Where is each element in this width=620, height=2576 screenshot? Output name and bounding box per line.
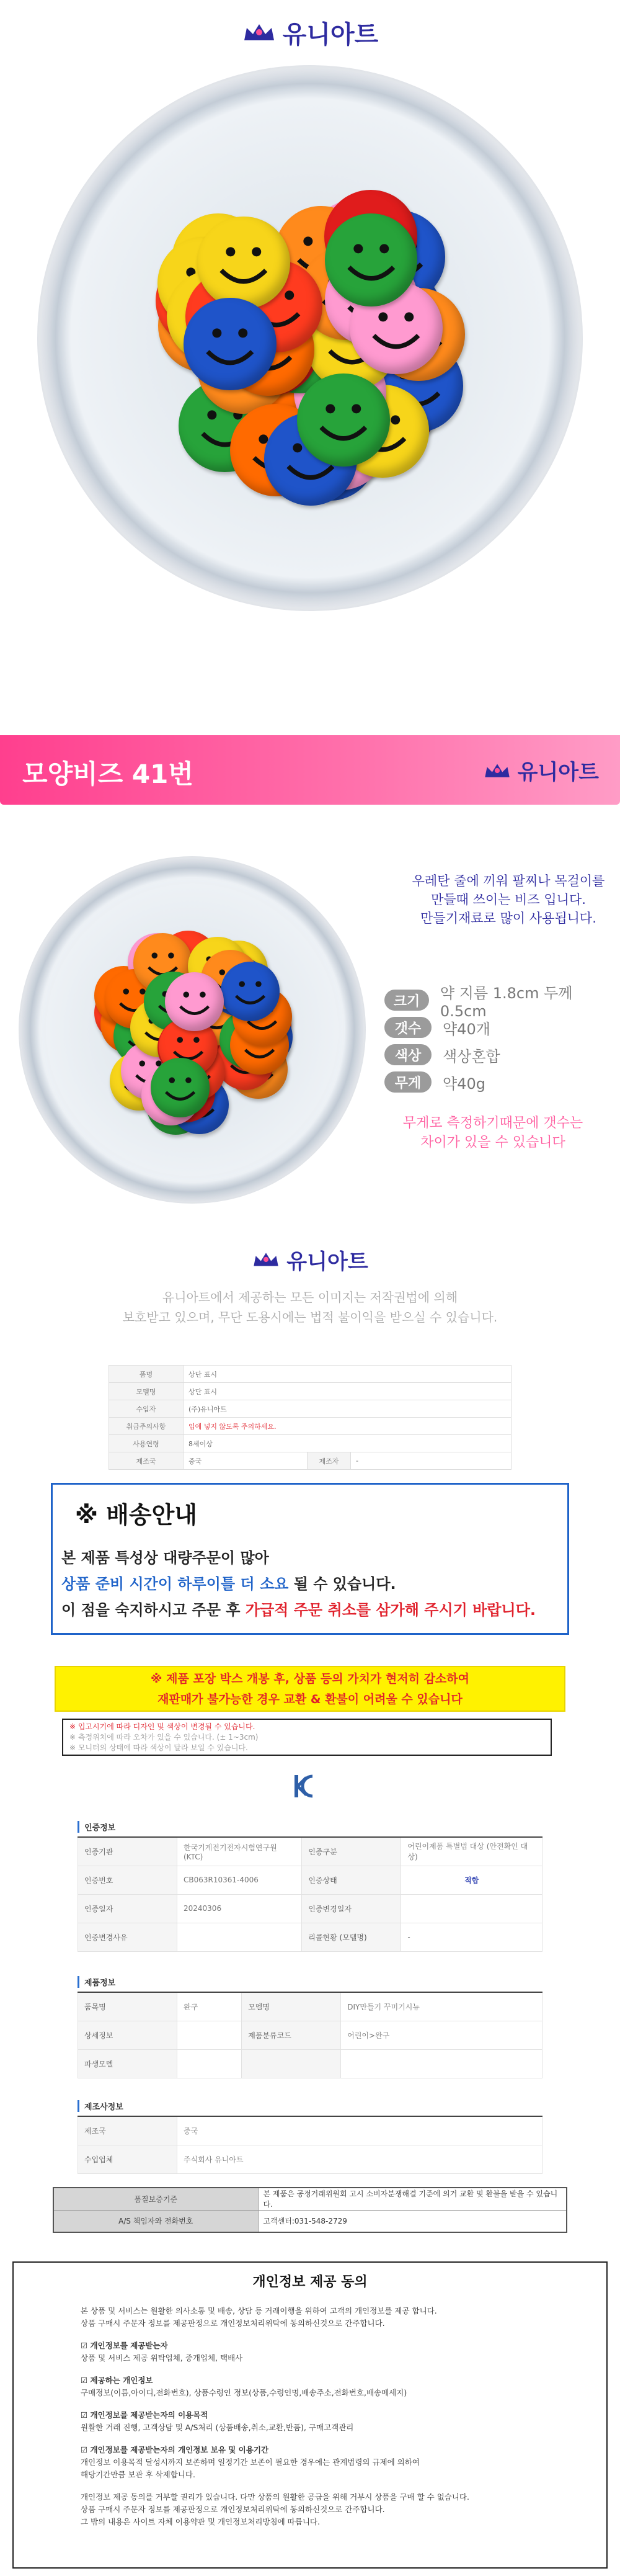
quality-value: 본 제품은 공정거래위원회 고시 소비자분쟁해결 기준에 의거 교환 및 환불을 받을 수 있습니다. (258, 2188, 567, 2210)
title-bar (0, 735, 620, 805)
shipping-line: 본 제품 특성상 대량주문이 많아 (61, 1549, 269, 1567)
cert-key: 인증구분 (302, 1837, 401, 1866)
cert-value: 완구 (177, 1992, 242, 2021)
hero-bead-bowl-image (37, 65, 583, 611)
privacy-consent-box (12, 2261, 608, 2569)
maker-section-title: 제조사정보 (78, 2100, 123, 2112)
description-line: 우레탄 줄에 끼워 팔찌나 목걸이를 (412, 874, 605, 888)
privacy-section-body: 원활한 거래 진행, 고객상담 및 A/S처리 (상품배송,취소,교환,반품), 구매고객관리 (81, 2423, 354, 2432)
table-row (78, 1837, 542, 1866)
copyright-line: 보호받고 있으며, 무단 도용시에는 법적 불이익을 받으실 수 있습니다. (122, 1310, 498, 1325)
info-key: 제조자 (308, 1452, 351, 1470)
cert-value: 주식회사 유니아트 (177, 2145, 542, 2173)
measure-note-line: 차이가 있을 수 있습니다 (420, 1135, 565, 1150)
shipping-text: 이 점을 숙지하시고 주문 후 (61, 1601, 246, 1619)
detail-bead-bowl-image (19, 856, 366, 1204)
shipping-text: 될 수 있습니다. (288, 1575, 396, 1593)
smiley-bead (165, 972, 224, 1031)
small-note: ※ 측정위치에 따라 오차가 있을 수 있습니다. (± 1~3cm) (69, 1733, 259, 1742)
cert-value (177, 2049, 242, 2078)
cert-value: - (401, 1923, 542, 1951)
cert-value (341, 2049, 542, 2078)
small-notes (62, 1719, 552, 1756)
info-value: 8세이상 (184, 1435, 512, 1452)
quality-value: 고객센터:031-548-2729 (258, 2210, 567, 2232)
product-description (403, 872, 614, 928)
quality-key: 품질보증기준 (53, 2188, 258, 2210)
cert-key: 인증변경일자 (302, 1894, 401, 1923)
yellow-notice-line: ※ 제품 포장 박스 개봉 후, 상품 등의 가치가 현저히 감소하여 (151, 1672, 469, 1686)
table-row (109, 1400, 512, 1418)
smiley-bead (197, 217, 290, 310)
info-value: - (351, 1452, 512, 1470)
spec-value: 색상혼합 (443, 1047, 500, 1065)
cert-key: 인증기관 (78, 1837, 177, 1866)
spec-row-weight (384, 1068, 614, 1096)
privacy-title: 개인정보 제공 동의 (252, 2274, 368, 2290)
quality-table (53, 2187, 567, 2233)
cert-value: 20240306 (177, 1894, 302, 1923)
yellow-notice (55, 1666, 565, 1712)
product-info-table (108, 1365, 512, 1470)
spec-value: 약40g (443, 1075, 485, 1093)
smiley-bead (221, 962, 280, 1021)
description-line: 만들때 쓰이는 비즈 입니다. (431, 892, 586, 907)
title-bar-brand: 유니아트 (517, 760, 599, 785)
table-row (78, 1866, 542, 1894)
privacy-outro: 상품 구매시 주문자 정보를 제공판정으로 개인정보처리위탁에 동의하신것으로 간주합니다. (81, 2505, 385, 2514)
cert-key: 인증일자 (78, 1894, 177, 1923)
cert-key: 파생모델 (78, 2049, 177, 2078)
cert-value: CB063R10361-4006 (177, 1866, 302, 1894)
table-row (78, 2145, 542, 2173)
privacy-section-body: 개인정보 이용목적 달성시까지 보존하며 일정기간 보존이 필요한 경우에는 관계법령의 규제에 의하여 (81, 2457, 420, 2467)
privacy-section-heading: ☑ 개인정보를 제공받는자의 이용목적 (81, 2410, 208, 2420)
table-row (78, 2049, 542, 2078)
smiley-bead (184, 298, 277, 391)
info-value-caution: 입에 넣지 않도록 주의하세요. (184, 1418, 512, 1435)
spec-list (384, 986, 614, 1096)
cert-key: 품목명 (78, 1992, 177, 2021)
table-row (109, 1383, 512, 1400)
product-title: 모양비즈 41번 (22, 759, 193, 789)
info-key: 품명 (109, 1366, 184, 1383)
privacy-outro: 그 밖의 내용은 사이트 자체 이용약관 및 개인정보처리방침에 따릅니다. (81, 2517, 320, 2526)
cert-key: 인증변경사유 (78, 1923, 177, 1951)
yellow-notice-line: 재판매가 불가능한 경우 교환 & 환불이 어려울 수 있습니다 (157, 1693, 463, 1706)
copyright-brand: 유니아트 (286, 1249, 368, 1274)
shipping-line (61, 1571, 559, 1597)
privacy-intro: 본 상품 및 서비스는 원활한 의사소통 및 배송, 상담 등 거래이행을 위하여 고객의 개인정보를 제공 합니다. (81, 2306, 437, 2315)
spec-key: 크기 (384, 990, 429, 1011)
table-row (53, 2188, 567, 2210)
cert-key: 상세정보 (78, 2021, 177, 2049)
spec-key: 갯수 (384, 1017, 432, 1038)
cert-value: 한국기계전기전자시험연구원(KTC) (177, 1837, 302, 1866)
cert-status: 적합 (401, 1866, 542, 1894)
privacy-section-heading: ☑ 개인정보를 제공받는자의 개인정보 보유 및 이용기간 (81, 2445, 268, 2454)
spec-key: 색상 (384, 1044, 432, 1065)
crown-icon (483, 762, 512, 779)
cert-key: 제조국 (78, 2116, 177, 2145)
table-row (78, 1894, 542, 1923)
measure-note (372, 1114, 614, 1152)
shipping-line (61, 1597, 559, 1623)
privacy-section-body: 구매정보(이름,아이디,전화번호), 상품수령인 정보(상품,수령인명,배송주소,전화번호,배송메세지) (81, 2388, 407, 2397)
copyright-text (0, 1287, 620, 1327)
info-value: 상단 표시 (184, 1366, 512, 1383)
small-note-red: ※ 입고시기에 따라 디자인 및 색상이 변경될 수 있습니다. (69, 1722, 255, 1731)
product-cert-table (78, 1992, 542, 2078)
info-key: 제조국 (109, 1452, 184, 1470)
table-row (109, 1435, 512, 1452)
table-row (78, 2116, 542, 2145)
privacy-intro: 상품 구매시 주문자 정보를 제공판정으로 개인정보처리위탁에 동의하신것으로 간주합니다. (81, 2319, 385, 2328)
spec-key: 무게 (384, 1071, 432, 1093)
title-bar-logo[interactable] (483, 755, 599, 785)
info-value: (주)유니아트 (184, 1400, 512, 1418)
description-line: 만들기재료로 많이 사용됩니다. (420, 911, 596, 926)
measure-note-line: 무게로 측정하기때문에 갯수는 (402, 1116, 583, 1131)
info-key: 사용연령 (109, 1435, 184, 1452)
info-key: 취급주의사항 (109, 1418, 184, 1435)
cert-value: DIY만들기 꾸미기시뉴 (341, 1992, 542, 2021)
cert-key: 제품분류코드 (242, 2021, 341, 2049)
cert-table (78, 1836, 542, 1952)
table-row (78, 1992, 542, 2021)
privacy-outro: 개인정보 제공 동의를 거부할 권리가 있습니다. 다만 상품의 원활한 공급을 위해 거부시 상품을 구매 할 수 없습니다. (81, 2492, 469, 2502)
info-value: 상단 표시 (184, 1383, 512, 1400)
cert-value (177, 1923, 302, 1951)
info-value: 중국 (184, 1452, 308, 1470)
shipping-highlight-blue: 상품 준비 시간이 하루이틀 더 소요 (61, 1575, 289, 1593)
smiley-bead (151, 1058, 210, 1117)
cert-value (401, 1894, 542, 1923)
table-row (53, 2210, 567, 2232)
privacy-section-body: 해당기간만큼 보관 후 삭제합니다. (81, 2470, 195, 2479)
cert-key: 리콜현황 (모델명) (302, 1923, 401, 1951)
table-row (109, 1418, 512, 1435)
copyright-logo[interactable] (0, 1244, 620, 1275)
cert-key: 인증상태 (302, 1866, 401, 1894)
crown-icon (242, 22, 277, 43)
privacy-section-heading: ☑ 개인정보를 제공받는자 (81, 2341, 168, 2350)
maker-table (78, 2116, 542, 2174)
small-note: ※ 모니터의 상태에 따라 색상이 달라 보일 수 있습니다. (69, 1743, 248, 1752)
cert-value: 어린이>완구 (341, 2021, 542, 2049)
shipping-notice-box (51, 1483, 569, 1635)
copyright-line: 유니아트에서 제공하는 모든 이미지는 저작권법에 의해 (162, 1290, 458, 1305)
header-brand: 유니아트 (282, 20, 379, 49)
cert-key: 모델명 (242, 1992, 341, 2021)
table-row (109, 1452, 512, 1470)
kc-mark-icon (291, 1771, 317, 1801)
spec-row-size (384, 984, 614, 1020)
table-row (78, 1923, 542, 1951)
cert-key: 수입업체 (78, 2145, 177, 2173)
cert-value (177, 2021, 242, 2049)
table-row (78, 2021, 542, 2049)
table-row (109, 1366, 512, 1383)
shipping-title: ※ 배송안내 (75, 1501, 198, 1529)
cert-value: 어린이제품 특별법 대상 (안전확인 대상) (401, 1837, 542, 1866)
spec-row-color (384, 1041, 614, 1068)
spec-value: 약40개 (443, 1020, 490, 1038)
spec-value: 약 지름 1.8cm 두께 0.5cm (440, 984, 573, 1020)
cert-value: 중국 (177, 2116, 542, 2145)
cert-key (242, 2049, 341, 2078)
quality-key: A/S 책임자와 전화번호 (53, 2210, 258, 2232)
cert-key: 인증번호 (78, 1866, 177, 1894)
info-key: 수입자 (109, 1400, 184, 1418)
crown-icon (252, 1251, 280, 1268)
header-logo[interactable] (0, 14, 620, 51)
smiley-bead (325, 213, 418, 306)
cert-section-title: 인증정보 (78, 1821, 115, 1833)
privacy-section-heading: ☑ 제공하는 개인정보 (81, 2376, 153, 2385)
info-key: 모델명 (109, 1383, 184, 1400)
product-cert-section-title: 제품정보 (78, 1976, 115, 1988)
privacy-section-body: 상품 및 서비스 제공 위탁업체, 중개업체, 택배사 (81, 2353, 243, 2363)
shipping-highlight-red: 가급적 주문 취소를 삼가해 주시기 바랍니다. (245, 1601, 536, 1619)
